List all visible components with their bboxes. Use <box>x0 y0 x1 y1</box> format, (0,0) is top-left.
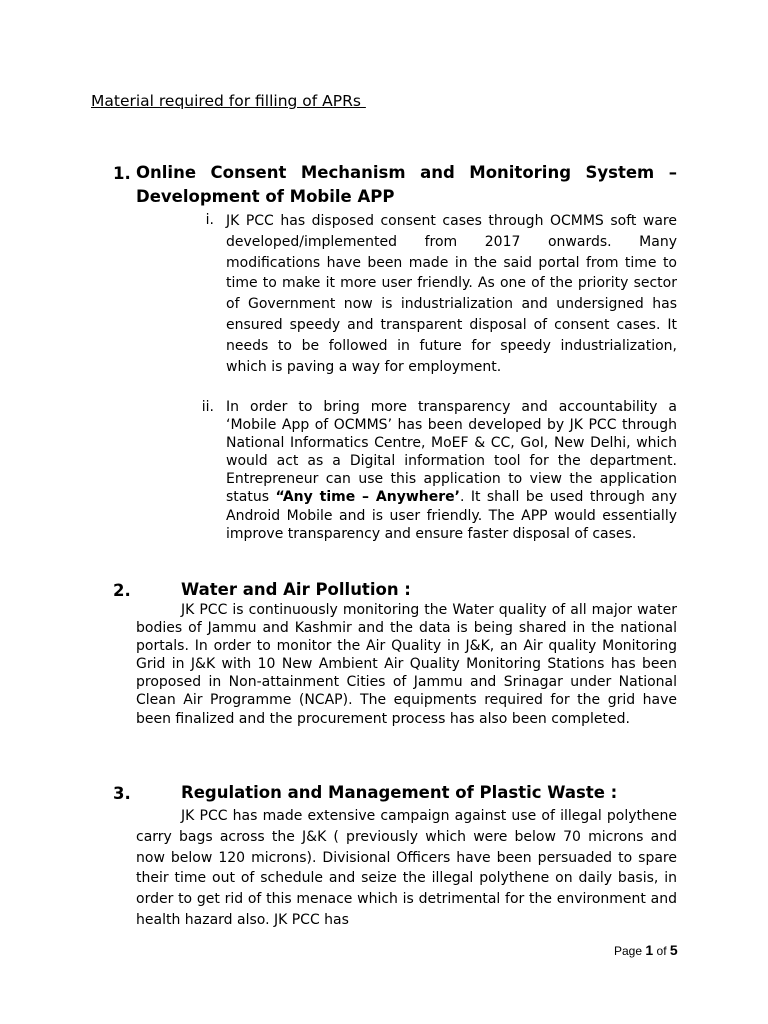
of-label: of <box>656 944 667 958</box>
section-2-title: Water and Air Pollution : <box>181 580 411 599</box>
section-1-number: 1. <box>113 164 131 183</box>
item-2-text-part-1: In order to bring more transparency and accountability a ‘Mobile App of OCMMS’ has been developed by JK PCC through National Informatics Centre, MoEF & CC, GoI, New Delhi, which would act as a Digital information tool for the department. Entrepreneur can use this application to view the application status <box>226 399 677 506</box>
item-2-text-part-2: . It shall be used through any Android Mobile and is user friendly. The APP would essentially improve transparency and ensure faster disposal of cases. <box>226 489 678 542</box>
section-1-item-2-text <box>226 398 677 543</box>
section-1-item-1-numeral: i. <box>205 212 214 228</box>
section-2-number: 2. <box>113 581 131 600</box>
section-3-body: JK PCC has made extensive campaign against use of illegal polythene carry bags across the J&K ( previously which were below 70 microns and now below 120 microns). Divisional Officers have been persuaded to spare their time out of schedule and seize the illegal polythene on daily basis, in order to get rid of this menace which is detrimental for the environment and health hazard also. JK PCC has <box>136 808 677 928</box>
document-heading: Material required for filling of APRs <box>91 92 366 110</box>
section-3-number: 3. <box>113 784 131 803</box>
section-1-item-1-text: JK PCC has disposed consent cases through OCMMS soft ware developed/implemented from 2017 onwards. Many modifications have been made in the said portal from time to time to make it more user friendly. As one of the priority sector of Government now is industrialization and undersigned has ensured speedy and transparent disposal of consent cases. It needs to be followed in future for speedy industrialization, which is paving a way for employment. <box>226 213 677 375</box>
section-2-body: JK PCC is continuously monitoring the Water quality of all major water bodies of Jammu and Kashmir and the data is being shared in the national portals. In order to monitor the Air Quality in J&K, an Air quality Monitoring Grid in J&K with 10 New Ambient Air Quality Monitoring Stations has been proposed in Non-attainment Cities of Jammu and Srinagar under National Clean Air Programme (NCAP). The equipments required for the grid have been finalized and the procurement process has also been completed. <box>136 602 677 727</box>
page-label: Page <box>614 944 643 958</box>
item-2-emphasis: “Any time – Anywhere’ <box>275 489 460 506</box>
section-1-title: Online Consent Mechanism and Monitoring System – Development of Mobile APP <box>136 163 677 206</box>
section-3-title: Regulation and Management of Plastic Waste : <box>181 783 618 802</box>
page-footer <box>614 942 678 958</box>
current-page-number: 1 <box>645 942 654 958</box>
section-1-item-2-numeral: ii. <box>201 399 214 415</box>
total-pages-number: 5 <box>669 942 678 958</box>
